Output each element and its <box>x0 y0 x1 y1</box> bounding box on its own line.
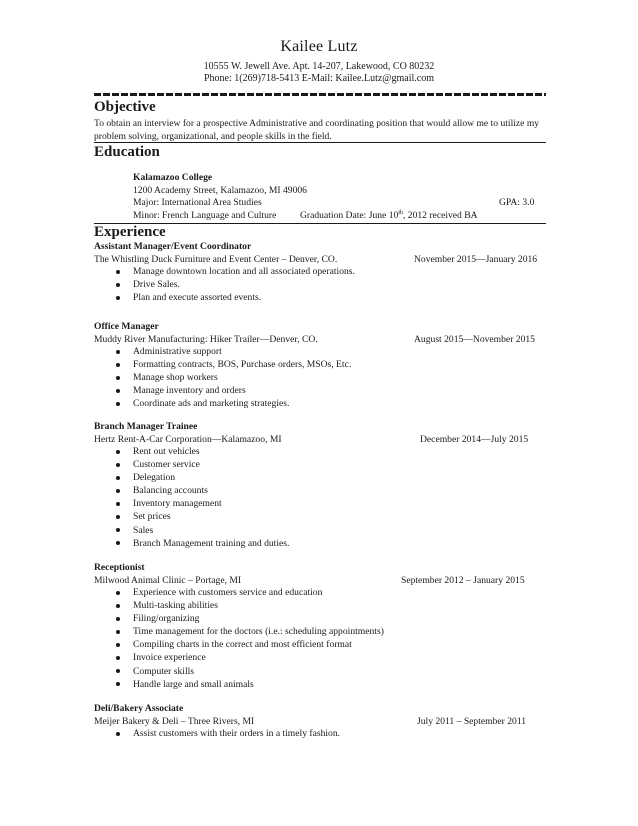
phone-email-line: Phone: 1(269)718-5413 E-Mail: Kailee.Lutz@gmail.com <box>204 73 434 84</box>
graduation-date-ordinal: th <box>398 209 403 216</box>
list-item <box>116 510 289 523</box>
education-heading: Education <box>94 144 160 160</box>
school-name: Kalamazoo College <box>133 172 213 183</box>
list-item <box>116 727 340 740</box>
bullet-icon <box>116 643 120 647</box>
major: Major: International Area Studies <box>133 197 262 208</box>
bullet-icon <box>116 528 120 532</box>
job-title: Assistant Manager/Event Coordinator <box>94 241 252 252</box>
list-item <box>116 537 289 550</box>
list-item <box>116 371 351 384</box>
objective-text: To obtain an interview for a prospective Administrative and coordinating position that would allow me to utilize my problem solving, organizational, and people skills in the field. <box>94 118 540 142</box>
list-item <box>116 445 289 458</box>
bullet-icon <box>116 502 120 506</box>
list-item <box>116 678 384 691</box>
duty-text: Filing/organizing <box>133 613 200 625</box>
list-item <box>116 358 351 371</box>
list-item <box>116 625 384 638</box>
bullet-icon <box>116 489 120 493</box>
duty-text: Rent out vehicles <box>133 446 200 457</box>
list-item <box>116 497 289 510</box>
duty-text: Sales <box>133 524 154 536</box>
job-duties-list <box>116 445 289 550</box>
bullet-icon <box>116 476 120 480</box>
job-title: Office Manager <box>94 321 159 332</box>
duty-text: Inventory management <box>133 498 222 510</box>
bullet-icon <box>116 350 120 354</box>
job-employer: Meijer Bakery & Deli – Three Rivers, MI <box>94 716 255 727</box>
duty-text: Manage shop workers <box>133 372 218 384</box>
list-item <box>116 265 355 278</box>
duty-text: Delegation <box>133 472 176 484</box>
job-dates: November 2015—January 2016 <box>414 254 538 265</box>
bullet-icon <box>116 515 120 519</box>
objective-heading: Objective <box>94 99 156 115</box>
list-item <box>116 586 384 599</box>
bullet-icon <box>116 591 120 595</box>
job-title: Receptionist <box>94 562 145 573</box>
bullet-icon <box>116 402 120 406</box>
bullet-icon <box>116 296 120 300</box>
list-item <box>116 524 289 537</box>
job-dates: July 2011 – September 2011 <box>417 716 527 727</box>
address-line: 10555 W. Jewell Ave. Apt. 14-207, Lakewood, CO 80232 <box>203 61 435 72</box>
duty-text: Time management for the doctors (i.e.: scheduling appointments) <box>133 626 384 638</box>
job-duties-list <box>116 265 355 304</box>
duty-text: Coordinate ads and marketing strategies. <box>133 398 290 410</box>
duty-text: Assist customers with their orders in a timely fashion. <box>133 728 341 739</box>
bullet-icon <box>116 450 120 454</box>
duty-text: Set prices <box>133 511 171 523</box>
bullet-icon <box>116 604 120 608</box>
duty-text: Formatting contracts, BOS, Purchase orders, MSOs, Etc. <box>133 359 352 371</box>
duty-text: Handle large and small animals <box>133 678 254 690</box>
bullet-icon <box>116 682 120 686</box>
duty-text: Drive Sales. <box>133 279 180 291</box>
job-duties-list <box>116 727 340 740</box>
school-address: 1200 Academy Street, Kalamazoo, MI 49006 <box>133 185 307 196</box>
list-item <box>116 278 355 291</box>
list-item <box>116 665 384 678</box>
applicant-name: Kailee Lutz <box>280 38 358 55</box>
list-item <box>116 471 289 484</box>
bullet-icon <box>116 541 120 545</box>
bullet-icon <box>116 630 120 634</box>
duty-text: Branch Management training and duties. <box>133 537 290 549</box>
experience-heading: Experience <box>94 224 166 240</box>
gpa: GPA: 3.0 <box>499 197 535 208</box>
bullet-icon <box>116 656 120 660</box>
education-rule <box>94 142 546 143</box>
list-item <box>116 458 289 471</box>
job-duties-list <box>116 586 384 691</box>
duty-text: Compiling charts in the correct and most efficient format <box>133 639 352 651</box>
job-dates: August 2015—November 2015 <box>414 334 535 345</box>
bullet-icon <box>116 270 120 274</box>
duty-text: Invoice experience <box>133 652 206 664</box>
job-employer: Muddy River Manufacturing: Hiker Trailer—Denver, CO. <box>94 334 318 345</box>
list-item <box>116 484 289 497</box>
duty-text: Balancing accounts <box>133 485 208 497</box>
list-item <box>116 291 355 304</box>
graduation-date <box>300 209 478 222</box>
duty-text: Administrative support <box>133 346 222 357</box>
job-title: Branch Manager Trainee <box>94 421 198 432</box>
duty-text: Plan and execute assorted events. <box>133 292 262 304</box>
bullet-icon <box>116 669 120 673</box>
list-item <box>116 638 384 651</box>
list-item <box>116 612 384 625</box>
job-employer: Milwood Animal Clinic – Portage, MI <box>94 575 242 586</box>
list-item <box>116 599 384 612</box>
job-dates: December 2014—July 2015 <box>420 434 529 445</box>
bullet-icon <box>116 463 120 467</box>
duty-text: Manage inventory and orders <box>133 385 246 397</box>
minor: Minor: French Language and Culture <box>133 210 277 221</box>
bullet-icon <box>116 283 120 287</box>
graduation-date-prefix: Graduation Date: June 10 <box>300 210 399 221</box>
duty-text: Multi-tasking abilities <box>133 600 219 612</box>
job-duties-list <box>116 345 351 410</box>
bullet-icon <box>116 732 120 736</box>
list-item <box>116 651 384 664</box>
duty-text: Experience with customers service and education <box>133 587 323 598</box>
bullet-icon <box>116 617 120 621</box>
bullet-icon <box>116 363 120 367</box>
list-item <box>116 384 351 397</box>
list-item <box>116 397 351 410</box>
duty-text: Manage downtown location and all associated operations. <box>133 266 355 277</box>
job-employer: Hertz Rent-A-Car Corporation—Kalamazoo, MI <box>94 434 282 445</box>
job-employer: The Whistling Duck Furniture and Event Center – Denver, CO. <box>94 254 338 265</box>
list-item <box>116 345 351 358</box>
bullet-icon <box>116 389 120 393</box>
job-title: Deli/Bakery Associate <box>94 703 184 714</box>
graduation-date-suffix: , 2012 received BA <box>402 210 478 221</box>
bullet-icon <box>116 376 120 380</box>
duty-text: Customer service <box>133 459 200 471</box>
header-divider <box>94 93 546 96</box>
job-dates: September 2012 – January 2015 <box>401 575 525 586</box>
duty-text: Computer skills <box>133 665 195 677</box>
